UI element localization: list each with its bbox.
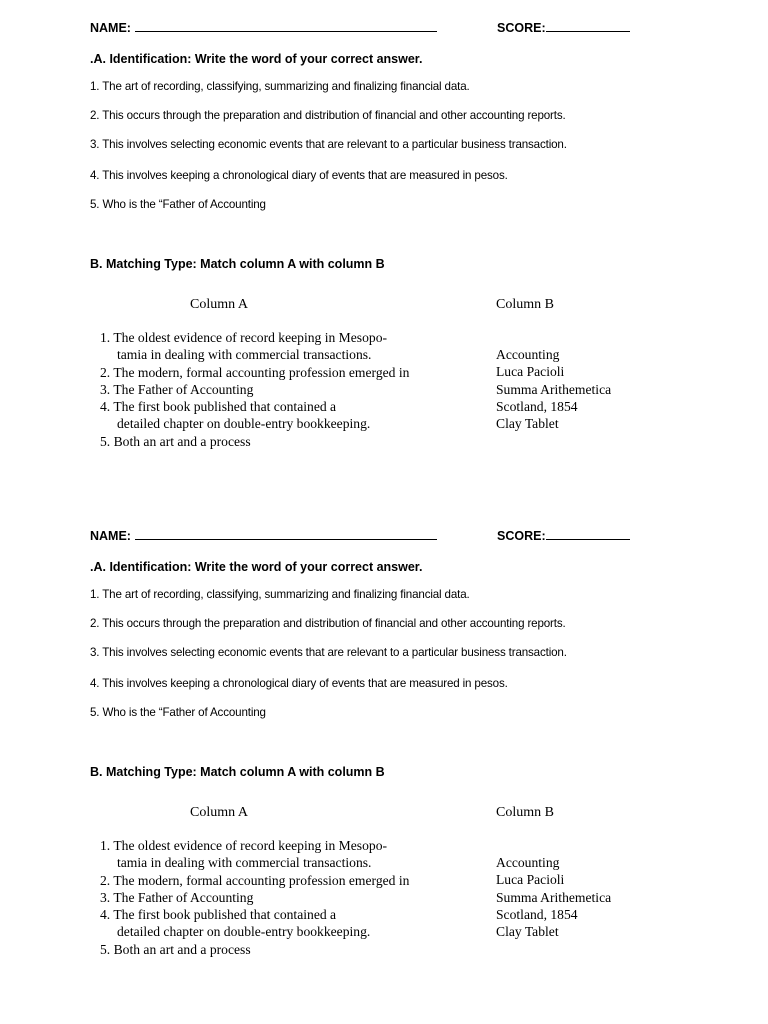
column-a-item-continuation: detailed chapter on double-entry bookkeeping. [117, 924, 371, 940]
column-b-item: Clay Tablet [496, 416, 559, 432]
column-a-item: 3. The Father of Accounting [100, 889, 254, 905]
name-label: NAME: [90, 21, 131, 35]
identification-question: 3. This involves selecting economic events that are relevant to a particular business transaction. [90, 138, 567, 151]
identification-question: 5. Who is the “Father of Accounting [90, 706, 266, 719]
column-b-list [496, 346, 611, 432]
column-b-header: Column B [496, 297, 554, 312]
column-a-header: Column A [190, 297, 248, 312]
column-b-item: Accounting [496, 347, 560, 362]
score-blank-line [546, 20, 630, 32]
name-field [90, 20, 437, 35]
column-a-item: 2. The modern, formal accounting profession emerged in [100, 872, 410, 888]
column-a-item: 3. The Father of Accounting [100, 381, 254, 397]
identification-question: 2. This occurs through the preparation and distribution of financial and other accounting reports. [90, 617, 566, 630]
column-b-item: Luca Pacioli [496, 872, 565, 888]
identification-question: 4. This involves keeping a chronological diary of events that are measured in pesos. [90, 169, 508, 182]
column-b-item: Summa Arithemetica [496, 889, 612, 905]
score-label: SCORE: [497, 529, 546, 543]
identification-question: 1. The art of recording, classifying, summarizing and finalizing financial data. [90, 80, 470, 93]
column-a-list [100, 329, 409, 450]
name-label: NAME: [90, 529, 131, 543]
column-a-item: 1. The oldest evidence of record keeping in Mesopo- [100, 330, 388, 345]
score-label: SCORE: [497, 21, 546, 35]
column-a-list [100, 837, 409, 958]
column-a-item: 4. The first book published that contained a [100, 399, 337, 415]
column-a-item-continuation: tamia in dealing with commercial transactions. [117, 347, 372, 363]
column-a-item: 1. The oldest evidence of record keeping in Mesopo- [100, 838, 388, 853]
identification-question: 2. This occurs through the preparation and distribution of financial and other accounting reports. [90, 109, 566, 122]
section-a-title: .A. Identification: Write the word of your correct answer. [90, 52, 423, 66]
score-field [497, 20, 630, 35]
column-b-item: Scotland, 1854 [496, 906, 578, 922]
column-a-item-continuation: tamia in dealing with commercial transactions. [117, 855, 372, 871]
column-b-item: Summa Arithemetica [496, 381, 612, 397]
name-blank-line [135, 20, 437, 32]
section-b-title: B. Matching Type: Match column A with column B [90, 765, 385, 779]
worksheet-1 [0, 0, 768, 500]
column-a-item: 5. Both an art and a process [100, 941, 251, 957]
column-b-list [496, 854, 611, 940]
column-b-item: Luca Pacioli [496, 364, 565, 380]
identification-question: 3. This involves selecting economic events that are relevant to a particular business transaction. [90, 646, 567, 659]
column-b-item: Scotland, 1854 [496, 398, 578, 414]
identification-question: 5. Who is the “Father of Accounting [90, 198, 266, 211]
column-a-header: Column A [190, 805, 248, 820]
column-b-header: Column B [496, 805, 554, 820]
identification-question: 1. The art of recording, classifying, summarizing and finalizing financial data. [90, 588, 470, 601]
section-a-title: .A. Identification: Write the word of your correct answer. [90, 560, 423, 574]
identification-question: 4. This involves keeping a chronological diary of events that are measured in pesos. [90, 677, 508, 690]
column-a-item: 4. The first book published that contained a [100, 907, 337, 923]
score-blank-line [546, 528, 630, 540]
column-b-item: Accounting [496, 855, 560, 870]
column-a-item: 5. Both an art and a process [100, 433, 251, 449]
column-a-item-continuation: detailed chapter on double-entry bookkeeping. [117, 416, 371, 432]
worksheet-2 [0, 508, 768, 1008]
name-field [90, 528, 437, 543]
score-field [497, 528, 630, 543]
column-a-item: 2. The modern, formal accounting profession emerged in [100, 364, 410, 380]
name-blank-line [135, 528, 437, 540]
section-b-title: B. Matching Type: Match column A with column B [90, 257, 385, 271]
column-b-item: Clay Tablet [496, 924, 559, 940]
